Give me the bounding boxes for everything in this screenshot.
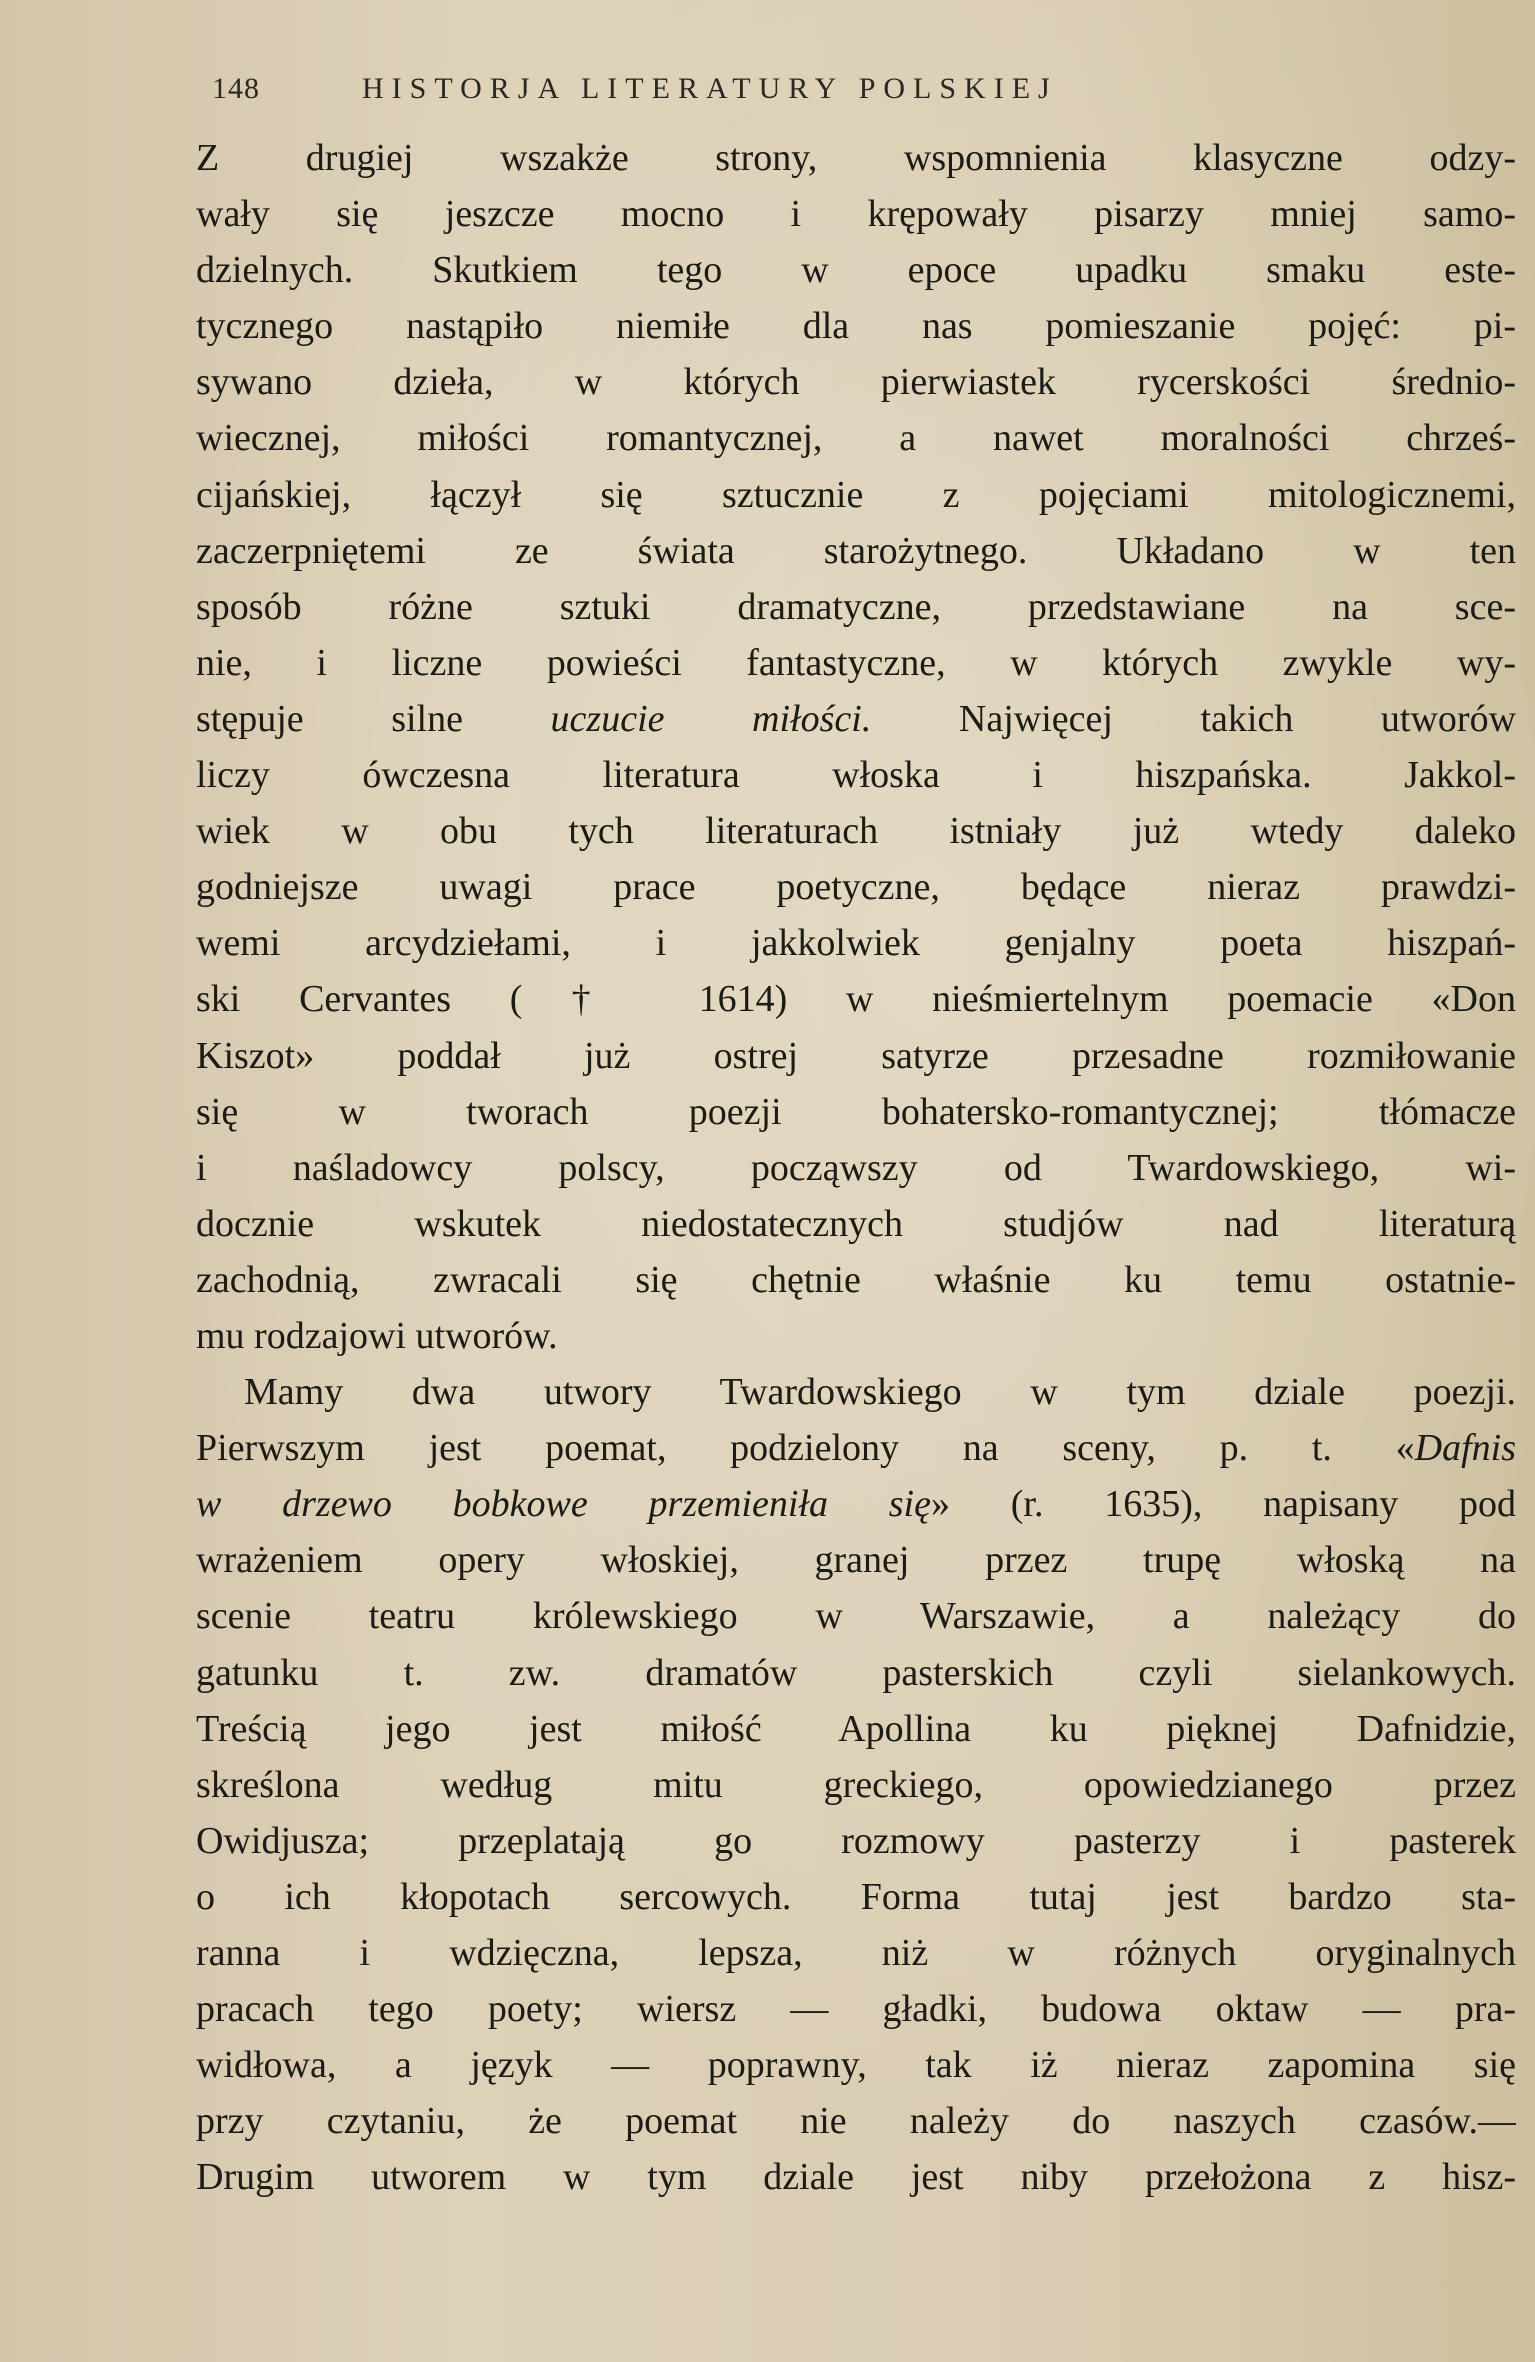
- italic-title: w drzewo bobkowe przemieniła się: [196, 1483, 931, 1526]
- text-line: ski Cervantes († 1614) w nieśmiertelnym poemacie «Don: [196, 978, 1516, 1021]
- text-line: wrażeniem opery włoskiej, granej przez trupę włoską na: [196, 1539, 1516, 1582]
- text-line: tycznego nastąpiło niemiłe dla nas pomieszanie pojęć: pi-: [196, 305, 1516, 348]
- text-line: zaczerpniętemi ze świata starożytnego. Układano w ten: [196, 529, 1516, 572]
- text-line: scenie teatru królewskiego w Warszawie, a należący do: [196, 1595, 1516, 1638]
- text-run: » (r. 1635), napisany pod: [930, 1483, 1516, 1526]
- text-line: cijańskiej, łączył się sztucznie z pojęciami mitologicznemi,: [196, 473, 1516, 516]
- text-line: Kiszot» poddał już ostrej satyrze przesadne rozmiłowanie: [196, 1034, 1516, 1077]
- paragraph-2: [196, 1364, 1516, 2205]
- text-line: [196, 691, 1516, 747]
- text-line: wemi arcydziełami, i jakkolwiek genjalny poeta hiszpań-: [196, 922, 1516, 965]
- text-line: i naśladowcy polscy, począwszy od Twardowskiego, wi-: [196, 1146, 1516, 1189]
- text-line: Drugim utworem w tym dziale jest niby przełożona z hisz-: [196, 2156, 1516, 2199]
- text-line: przy czytaniu, że poemat nie należy do naszych czasów.—: [196, 2100, 1516, 2143]
- text-line: zachodnią, zwracali się chętnie właśnie ku temu ostatnie-: [196, 1258, 1516, 1301]
- text-line: Owidjusza; przeplatają go rozmowy pasterzy i pasterek: [196, 1819, 1516, 1862]
- text-line: pracach tego poety; wiersz — gładki, budowa oktaw — pra-: [196, 1988, 1516, 2031]
- text-line: o ich kłopotach sercowych. Forma tutaj jest bardzo sta-: [196, 1875, 1516, 1918]
- text-line: się w tworach poezji bohatersko-romantycznej; tłómacze: [196, 1090, 1516, 1133]
- text-line: liczy ówczesna literatura włoska i hiszpańska. Jakkol-: [196, 754, 1516, 797]
- text-line: wiecznej, miłości romantycznej, a nawet moralności chrześ-: [196, 417, 1516, 460]
- text-line: godniejsze uwagi prace poetyczne, będące nieraz prawdzi-: [196, 866, 1516, 909]
- text-line: docznie wskutek niedostatecznych studjów nad literaturą: [196, 1202, 1516, 1245]
- text-line: skreślona według mitu greckiego, opowiedzianego przez: [196, 1763, 1516, 1806]
- text-line: wały się jeszcze mocno i krępowały pisarzy mniej samo-: [196, 193, 1516, 236]
- running-title: HISTORJA LITERATURY POLSKIEJ: [362, 72, 1058, 105]
- italic-title: Dafnis: [1414, 1427, 1516, 1470]
- text-line: [196, 1476, 1516, 1532]
- text-run: Najwięcej takich utworów: [871, 697, 1516, 740]
- text-line: sywano dzieła, w których pierwiastek rycerskości średnio-: [196, 361, 1516, 404]
- paragraph-1: [196, 130, 1516, 1364]
- body-text: [196, 130, 1516, 2205]
- text-line: wiek w obu tych literaturach istniały już wtedy daleko: [196, 810, 1516, 853]
- text-line: Treścią jego jest miłość Apollina ku pięknej Dafnidzie,: [196, 1707, 1516, 1750]
- text-run: stępuje silne: [196, 697, 551, 740]
- text-line: gatunku t. zw. dramatów pasterskich czyli sielankowych.: [196, 1651, 1516, 1694]
- text-line: sposób różne sztuki dramatyczne, przedstawiane na sce-: [196, 585, 1516, 628]
- text-line: nie, i liczne powieści fantastyczne, w których zwykle wy-: [196, 641, 1516, 684]
- italic-phrase: uczucie miłości.: [550, 697, 872, 740]
- text-line: mu rodzajowi utworów.: [196, 1314, 558, 1357]
- running-head: [212, 64, 1312, 114]
- text-line: Mamy dwa utwory Twardowskiego w tym dziale poezji.: [244, 1371, 1516, 1414]
- text-run: Pierwszym jest poemat, podzielony na sceny, p. t. «: [196, 1427, 1415, 1470]
- text-line: dzielnych. Skutkiem tego w epoce upadku smaku este-: [196, 249, 1516, 292]
- text-line: widłowa, a język — poprawny, tak iż nieraz zapomina się: [196, 2044, 1516, 2087]
- page-number: 148: [212, 72, 260, 105]
- text-line: ranna i wdzięczna, lepsza, niż w różnych oryginalnych: [196, 1932, 1516, 1974]
- text-line: [196, 1420, 1516, 1476]
- text-line: Z drugiej wszakże strony, wspomnienia klasyczne odzy-: [196, 137, 1516, 179]
